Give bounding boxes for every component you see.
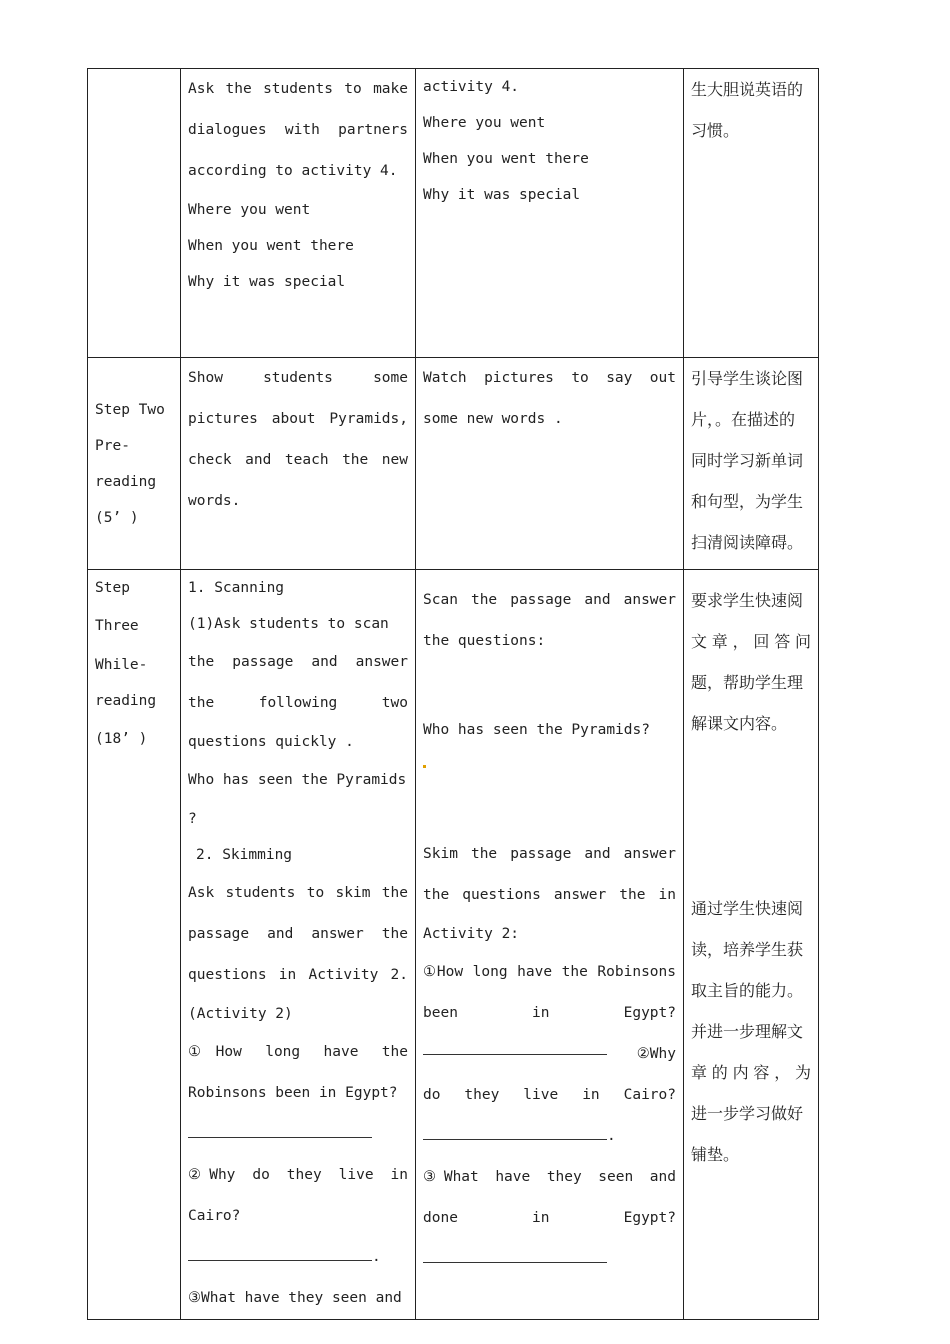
- text-line: Where you went: [423, 115, 546, 131]
- text-line: 片，。在描述的: [691, 410, 796, 429]
- text-line: dialogues with partners: [188, 122, 408, 138]
- text-line: When you went there: [423, 151, 589, 167]
- text-line: been in Egypt?: [423, 1005, 676, 1021]
- step-cell: [88, 570, 181, 1320]
- text-line: (1)Ask students to scan: [188, 616, 389, 632]
- text-line: 同时学习新单词: [691, 451, 804, 470]
- text-line: Why it was special: [188, 274, 346, 290]
- text-line: done in Egypt?: [423, 1210, 676, 1226]
- purpose-cell: [684, 69, 819, 358]
- text-line: 章的内容，为: [691, 1063, 811, 1082]
- text-line: ③What have they seen and: [423, 1169, 676, 1185]
- text-line: 和句型，为学生: [691, 492, 804, 511]
- text-line: Cairo?: [188, 1208, 241, 1224]
- text-line: Why it was special: [423, 187, 581, 203]
- student-activity-cell: [416, 570, 684, 1320]
- text-line: 读，培养学生获: [691, 940, 804, 959]
- text-line: 通过学生快速阅: [691, 899, 804, 918]
- dot-mark: [423, 765, 426, 768]
- table-row: [88, 570, 819, 1320]
- step-cell: [88, 69, 181, 358]
- teacher-activity-cell: [181, 69, 416, 358]
- text-line: check and teach the new: [188, 452, 408, 468]
- text-line: 引导学生谈论图: [691, 369, 804, 388]
- step-label: Three: [95, 618, 139, 634]
- text-line: ③What have they seen and: [188, 1290, 402, 1306]
- text-line: Scan the passage and answer: [423, 592, 676, 608]
- text-line: Ask students to skim the: [188, 885, 408, 901]
- step-label: reading: [95, 693, 157, 709]
- text-line: Who has seen the Pyramids?: [423, 722, 650, 738]
- text-line: 铺垫。: [691, 1145, 740, 1164]
- text-line: Skim the passage and answer: [423, 846, 676, 862]
- text-line: ②Why do they live in: [188, 1167, 408, 1183]
- text-line: 解课文内容。: [691, 714, 788, 733]
- text-line: ?: [188, 811, 197, 827]
- text-line: Robinsons been in Egypt?: [188, 1085, 398, 1101]
- purpose-cell: [684, 358, 819, 570]
- step-time: (18’ ): [95, 731, 148, 747]
- text-line: questions in Activity 2.: [188, 967, 408, 983]
- student-activity-cell: [416, 69, 684, 358]
- step-label: Pre-: [95, 437, 130, 454]
- section-title: 2. Skimming: [196, 847, 293, 863]
- text-line: 文章，回答问: [691, 632, 811, 651]
- text-line: 并进一步理解文: [691, 1022, 804, 1041]
- teacher-activity-cell: [181, 570, 416, 1320]
- text-line: questions quickly .: [188, 734, 354, 750]
- text-line: the following two: [188, 695, 408, 711]
- text-line: Show students some: [188, 370, 408, 386]
- student-activity-cell: [416, 358, 684, 570]
- text-line: 要求学生快速阅: [691, 591, 804, 610]
- teacher-activity-cell: [181, 358, 416, 570]
- text-line: the questions:: [423, 633, 546, 649]
- text-line: 题，帮助学生理: [691, 673, 804, 692]
- text-line: activity 4.: [423, 79, 520, 95]
- text-line: When you went there: [188, 238, 354, 254]
- text-line: (Activity 2): [188, 1006, 293, 1022]
- step-time: (5’ ): [95, 509, 139, 526]
- text-line: the questions answer the in: [423, 887, 676, 903]
- text-line: the passage and answer: [188, 654, 408, 670]
- text-line: some new words .: [423, 411, 563, 427]
- purpose-cell: [684, 570, 819, 1320]
- text-line: Watch pictures to say out: [423, 370, 676, 386]
- step-cell: [88, 358, 181, 570]
- text-line: ①How long have the: [188, 1044, 408, 1060]
- text-line: words.: [188, 493, 241, 509]
- step-label: While-: [95, 657, 148, 673]
- text-line: Activity 2:: [423, 926, 520, 942]
- text-line: do they live in Cairo?: [423, 1087, 676, 1103]
- text-line: passage and answer the: [188, 926, 408, 942]
- step-label: reading: [95, 473, 157, 490]
- text-line: Where you went: [188, 202, 311, 218]
- text-line: 进一步学习做好: [691, 1104, 804, 1123]
- text-line: 扫清阅读障碍。: [691, 533, 804, 552]
- text-line: ①How long have the Robinsons: [423, 964, 676, 980]
- text-line: 生大胆说英语的: [691, 80, 804, 99]
- answer-blank: .: [188, 1237, 408, 1278]
- answer-blank: [188, 1114, 408, 1155]
- lesson-plan-table: [87, 68, 819, 1320]
- step-label: Step: [95, 580, 130, 596]
- text-line: Ask the students to make: [188, 81, 408, 97]
- text-line: according to activity 4.: [188, 163, 398, 179]
- text-line: Who has seen the Pyramids: [188, 772, 407, 788]
- answer-blank: [423, 1239, 676, 1280]
- text-line: pictures about Pyramids,: [188, 411, 408, 427]
- answer-blank: .: [423, 1116, 676, 1157]
- answer-line: ②Why: [423, 1034, 676, 1075]
- table-row: [88, 358, 819, 570]
- step-label: Step Two: [95, 401, 165, 418]
- section-title: 1. Scanning: [188, 580, 285, 596]
- text-line: 取主旨的能力。: [691, 981, 804, 1000]
- text-line: 习惯。: [691, 121, 740, 140]
- table-row: [88, 69, 819, 358]
